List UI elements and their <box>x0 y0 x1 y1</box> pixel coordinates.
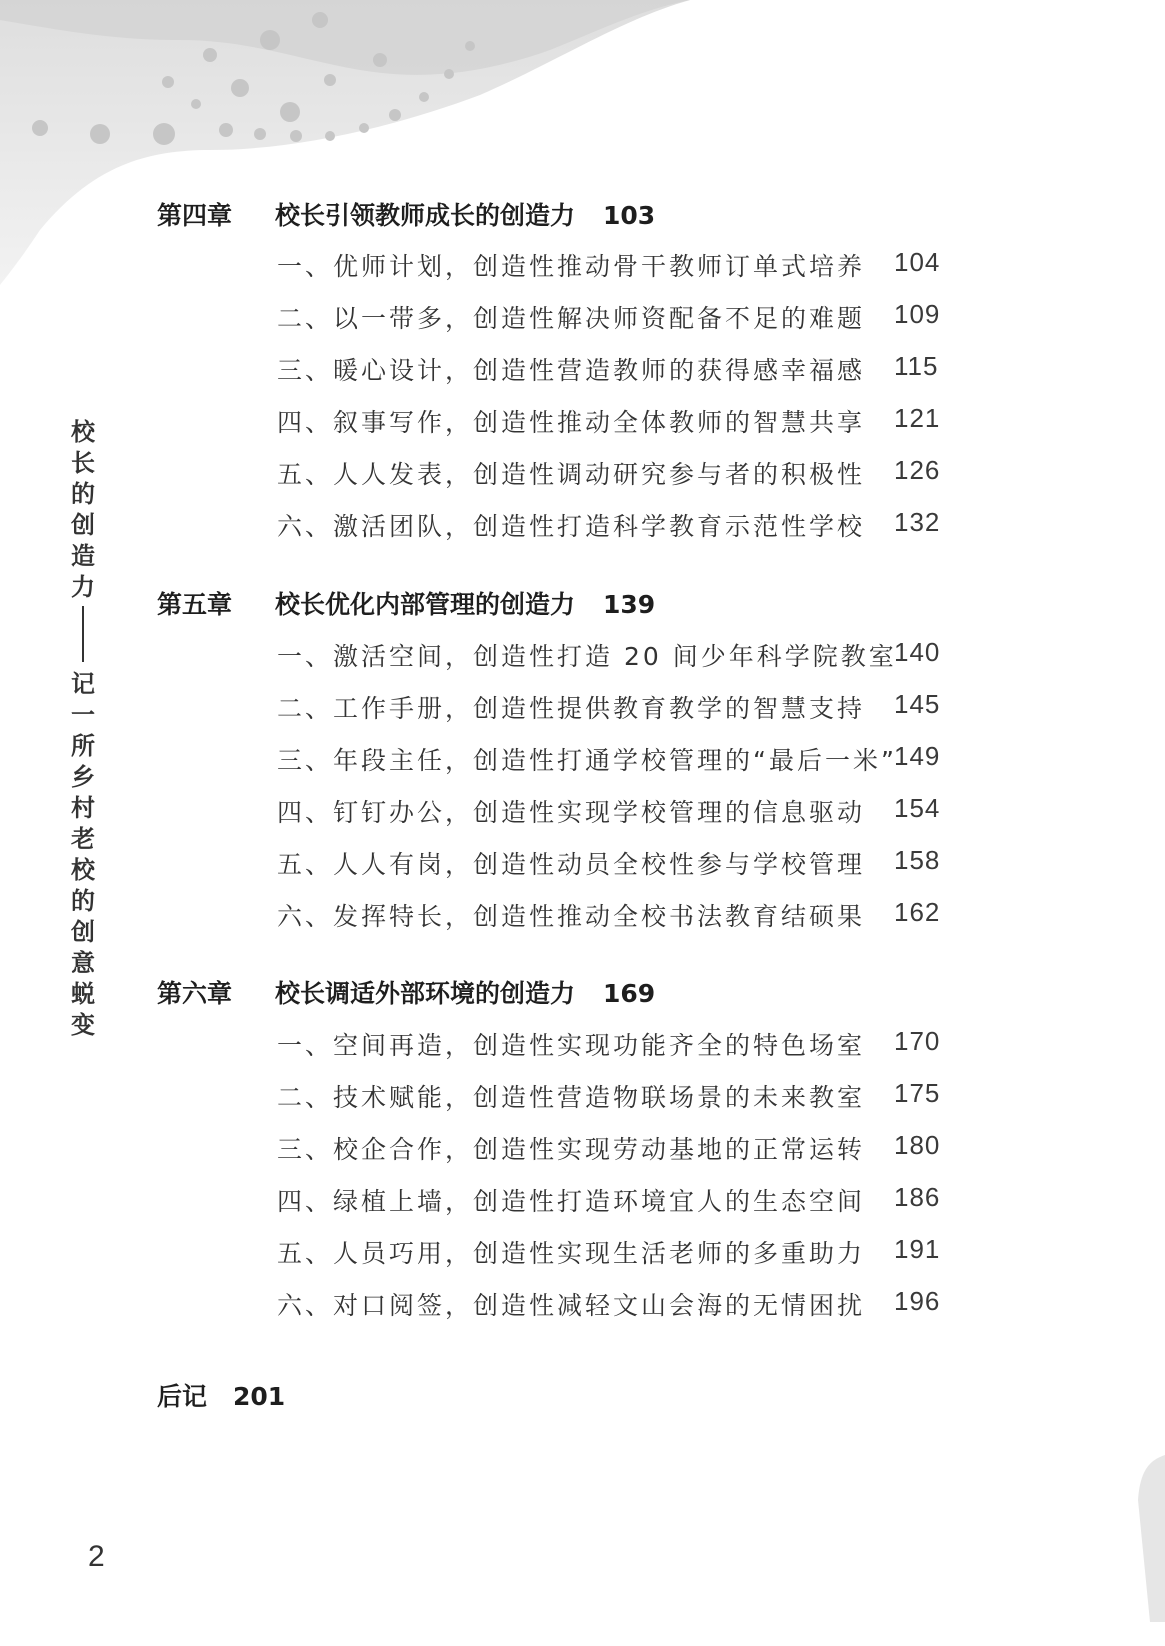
spine-char: 乡 <box>71 762 95 791</box>
spine-char: 记 <box>71 669 95 698</box>
toc-entry[interactable] <box>277 1286 947 1322</box>
entry-page: 115 <box>894 351 939 381</box>
entry-text: 二、以一带多，创造性解决师资配备不足的难题 <box>277 304 866 333</box>
toc-entry[interactable] <box>277 1026 947 1062</box>
chapter-page: 169 <box>603 979 656 1008</box>
toc-entry[interactable] <box>277 1078 947 1114</box>
chapter-page: 103 <box>603 201 656 230</box>
chapter-title: 校长调适外部环境的创造力 <box>275 979 576 1008</box>
spine-char: 意 <box>71 948 95 977</box>
toc-entry[interactable] <box>277 1130 947 1166</box>
entry-text: 四、绿植上墙，创造性打造环境宜人的生态空间 <box>277 1187 866 1216</box>
chapter-heading[interactable] <box>157 196 655 232</box>
chapter-title: 校长优化内部管理的创造力 <box>275 590 576 619</box>
entry-page: 170 <box>894 1026 941 1056</box>
entry-page: 186 <box>894 1182 941 1212</box>
spine-char: 所 <box>71 731 95 760</box>
spine-char: 的 <box>71 886 95 915</box>
toc-entry[interactable] <box>277 637 947 673</box>
entry-text: 二、技术赋能，创造性营造物联场景的未来教室 <box>277 1083 866 1112</box>
entry-page: 149 <box>894 741 941 771</box>
chapter-number: 第五章 <box>157 590 233 619</box>
chapter-heading[interactable] <box>157 974 655 1010</box>
toc-entry[interactable] <box>277 403 947 439</box>
spine-char: 村 <box>71 793 95 822</box>
page-number: 2 <box>88 1540 105 1573</box>
entry-page: 132 <box>894 507 941 537</box>
spine-char: 一 <box>71 700 95 729</box>
toc-entry[interactable] <box>277 507 947 543</box>
chapter-page: 139 <box>603 590 656 619</box>
entry-text: 五、人人发表，创造性调动研究参与者的积极性 <box>277 460 866 489</box>
entry-text: 三、年段主任，创造性打通学校管理的“最后一米” <box>277 746 897 775</box>
spine-char: 蜕 <box>71 979 95 1008</box>
entry-page: 196 <box>894 1286 941 1316</box>
entry-text: 六、激活团队，创造性打造科学教育示范性学校 <box>277 512 866 541</box>
chapter-heading[interactable] <box>157 585 655 621</box>
entry-text: 六、对口阅签，创造性减轻文山会海的无情困扰 <box>277 1291 866 1320</box>
toc-entry[interactable] <box>277 455 947 491</box>
entry-text: 一、优师计划，创造性推动骨干教师订单式培养 <box>277 252 866 281</box>
spine-char: 老 <box>71 824 95 853</box>
chapter-number: 第六章 <box>157 979 233 1008</box>
entry-page: 162 <box>894 897 941 927</box>
entry-text: 三、校企合作，创造性实现劳动基地的正常运转 <box>277 1135 866 1164</box>
entry-text: 二、工作手册，创造性提供教育教学的智慧支持 <box>277 694 866 723</box>
entry-text: 四、钉钉办公，创造性实现学校管理的信息驱动 <box>277 798 866 827</box>
entry-page: 158 <box>894 845 941 875</box>
entry-text: 五、人员巧用，创造性实现生活老师的多重助力 <box>277 1239 866 1268</box>
toc-entry[interactable] <box>277 689 947 725</box>
toc-entry[interactable] <box>277 1182 947 1218</box>
toc-entry[interactable] <box>277 741 947 777</box>
entry-text: 一、激活空间，创造性打造 20 间少年科学院教室 <box>277 642 897 671</box>
spine-char: 造 <box>71 541 95 570</box>
toc-entry[interactable] <box>277 299 947 335</box>
toc-entry[interactable] <box>277 247 947 283</box>
entry-page: 180 <box>894 1130 941 1160</box>
toc-entry[interactable] <box>277 793 947 829</box>
entry-text: 三、暖心设计，创造性营造教师的获得感幸福感 <box>277 356 866 385</box>
spine-char: 创 <box>71 510 95 539</box>
afterword-page: 201 <box>233 1382 286 1411</box>
spine-char: 校 <box>71 417 95 446</box>
spine-char: 的 <box>71 479 95 508</box>
entry-page: 104 <box>894 247 941 277</box>
spine-char: 校 <box>71 855 95 884</box>
entry-page: 109 <box>894 299 941 329</box>
chapter-title: 校长引领教师成长的创造力 <box>275 201 576 230</box>
entry-page: 175 <box>894 1078 941 1108</box>
entry-page: 191 <box>894 1234 941 1264</box>
entry-page: 140 <box>894 637 941 667</box>
toc-entry[interactable] <box>277 1234 947 1270</box>
afterword-entry[interactable] <box>157 1377 285 1413</box>
toc-entry[interactable] <box>277 897 947 933</box>
entry-text: 五、人人有岗，创造性动员全校性参与学校管理 <box>277 850 866 879</box>
entry-page: 154 <box>894 793 941 823</box>
entry-text: 一、空间再造，创造性实现功能齐全的特色场室 <box>277 1031 866 1060</box>
entry-page: 126 <box>894 455 941 485</box>
entry-text: 四、叙事写作，创造性推动全体教师的智慧共享 <box>277 408 866 437</box>
chapter-number: 第四章 <box>157 201 233 230</box>
toc-entry[interactable] <box>277 351 947 387</box>
afterword-label: 后记 <box>157 1382 208 1411</box>
entry-page: 145 <box>894 689 941 719</box>
spine-char: 长 <box>71 448 95 477</box>
spine-char: 变 <box>71 1010 95 1039</box>
toc-entry[interactable] <box>277 845 947 881</box>
spine-char: 力 <box>71 572 95 601</box>
spine-char: 创 <box>71 917 95 946</box>
entry-text: 六、发挥特长，创造性推动全校书法教育结硕果 <box>277 902 866 931</box>
entry-page: 121 <box>894 403 941 433</box>
